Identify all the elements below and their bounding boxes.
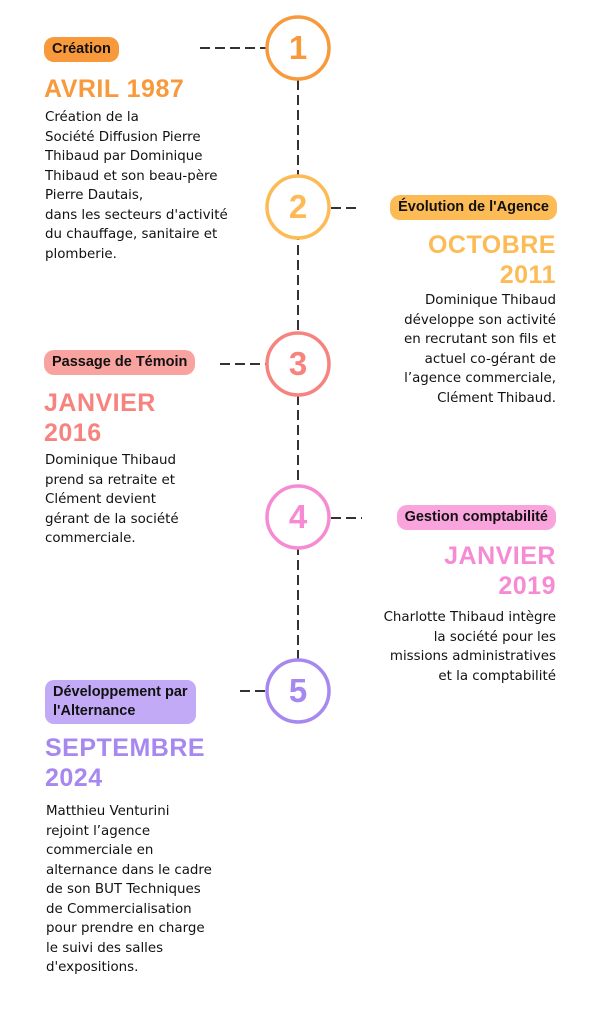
step-date-2: OCTOBRE 2011	[427, 231, 556, 289]
step-description-4: Charlotte Thibaud intègre la société pour les missions administratives et la comptabilité	[383, 610, 556, 684]
step-number-3: 3	[288, 345, 308, 382]
step-badge-3: Passage de Témoin	[44, 350, 195, 375]
step-number-4: 4	[288, 498, 308, 535]
step-badge-1: Création	[44, 37, 119, 62]
step-description-3: Dominique Thibaud prend sa retraite et Clément devient gérant de la société commerciale.	[45, 453, 179, 546]
step-number-1: 1	[288, 29, 308, 66]
step-badge-2: Évolution de l'Agence	[390, 195, 557, 220]
step-description-1: Création de la Société Diffusion Pierre Thibaud par Dominique Thibaud et son beau-père Pierre Dautais, dans les secteurs d'activité du chauffage, sanitaire et plomberie.	[45, 110, 228, 262]
step-number-5: 5	[288, 672, 308, 709]
step-date-3: JANVIER 2016	[44, 389, 156, 447]
step-date-5: SEPTEMBRE 2024	[45, 734, 206, 792]
step-date-4: JANVIER 2019	[444, 542, 556, 600]
step-description-5: Matthieu Venturini rejoint l’agence commerciale en alternance dans le cadre de son BUT Techniques de Commercialisation pour prendre en charge le suivi des salles d'expositions.	[46, 804, 212, 975]
step-badge-5: Développement par l'Alternance	[45, 680, 196, 724]
step-badge-4: Gestion comptabilité	[397, 505, 556, 530]
step-date-1: AVRIL 1987	[44, 75, 185, 103]
step-number-2: 2	[288, 188, 308, 225]
step-description-2: Dominique Thibaud développe son activité en recrutant son fils et actuel co-gérant de l’agence commerciale, Clément Thibaud.	[403, 293, 556, 406]
